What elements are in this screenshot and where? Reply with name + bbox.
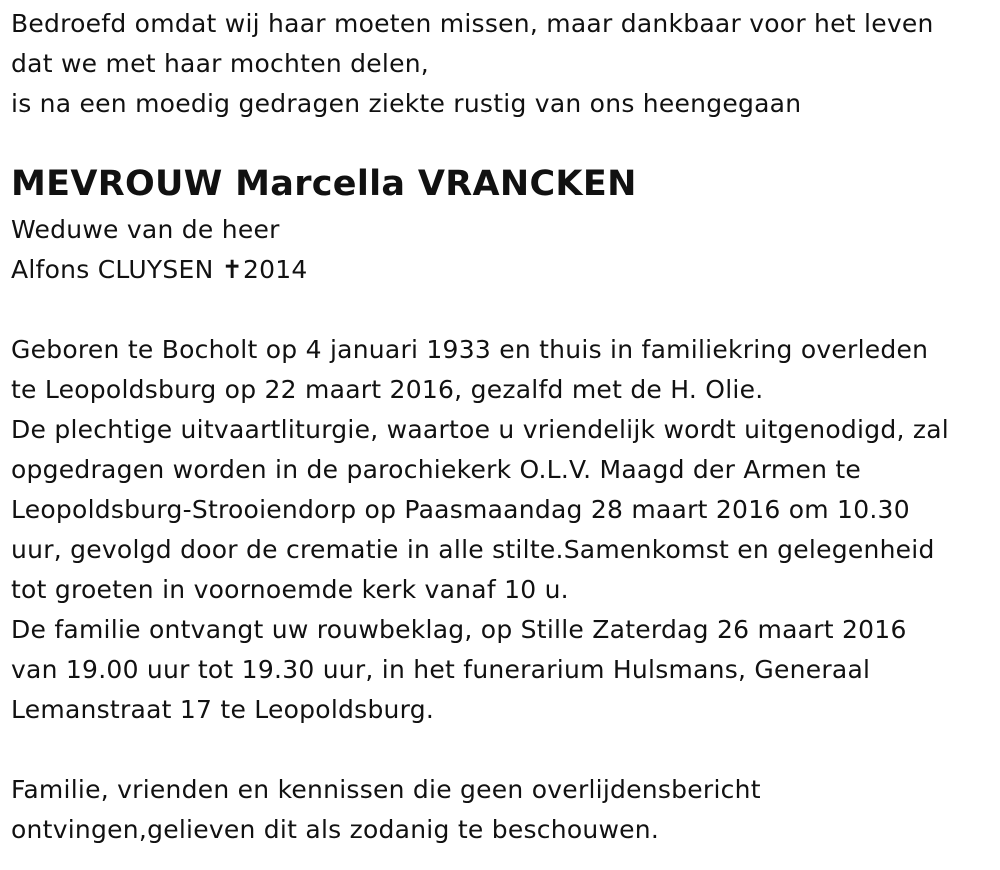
cross-icon: ✝ — [221, 255, 243, 284]
intro-line: is na een moedig gedragen ziekte rustig van ons heengegaan — [11, 89, 802, 118]
deceased-name: MEVROUW Marcella VRANCKEN — [11, 164, 637, 204]
spouse-name: Alfons CLUYSEN — [11, 255, 214, 284]
funeral-details — [11, 330, 996, 730]
spacer — [11, 730, 996, 770]
obituary-notice — [11, 4, 996, 850]
detail-line: Lemanstraat 17 te Leopoldsburg. — [11, 695, 435, 724]
closing-line: Familie, vrienden en kennissen die geen overlijdensbericht — [11, 775, 761, 804]
intro-text — [11, 4, 996, 124]
detail-line: De familie ontvangt uw rouwbeklag, op Stille Zaterdag 26 maart 2016 — [11, 615, 907, 644]
detail-line: te Leopoldsburg op 22 maart 2016, gezalfd met de H. Olie. — [11, 375, 764, 404]
intro-line: Bedroefd omdat wij haar moeten missen, maar dankbaar voor het leven — [11, 9, 934, 38]
detail-line: De plechtige uitvaartliturgie, waartoe u vriendelijk wordt uitgenodigd, zal — [11, 415, 949, 444]
detail-line: Leopoldsburg-Strooiendorp op Paasmaandag 28 maart 2016 om 10.30 — [11, 495, 910, 524]
relation-line: Weduwe van de heer — [11, 215, 280, 244]
spouse-death-year: 2014 — [242, 255, 308, 284]
detail-line: van 19.00 uur tot 19.30 uur, in het funerarium Hulsmans, Generaal — [11, 655, 871, 684]
detail-line: opgedragen worden in de parochiekerk O.L.V. Maagd der Armen te — [11, 455, 862, 484]
spacer — [11, 290, 996, 330]
detail-line: uur, gevolgd door de crematie in alle stilte.Samenkomst en gelegenheid — [11, 535, 935, 564]
closing-text — [11, 770, 996, 850]
spouse-line — [11, 250, 996, 290]
detail-line: Geboren te Bocholt op 4 januari 1933 en thuis in familiekring overleden — [11, 335, 929, 364]
intro-line: dat we met haar mochten delen, — [11, 49, 429, 78]
spouse-info — [11, 210, 996, 290]
detail-line: tot groeten in voornoemde kerk vanaf 10 u. — [11, 575, 569, 604]
closing-line: ontvingen,gelieven dit als zodanig te beschouwen. — [11, 815, 660, 844]
